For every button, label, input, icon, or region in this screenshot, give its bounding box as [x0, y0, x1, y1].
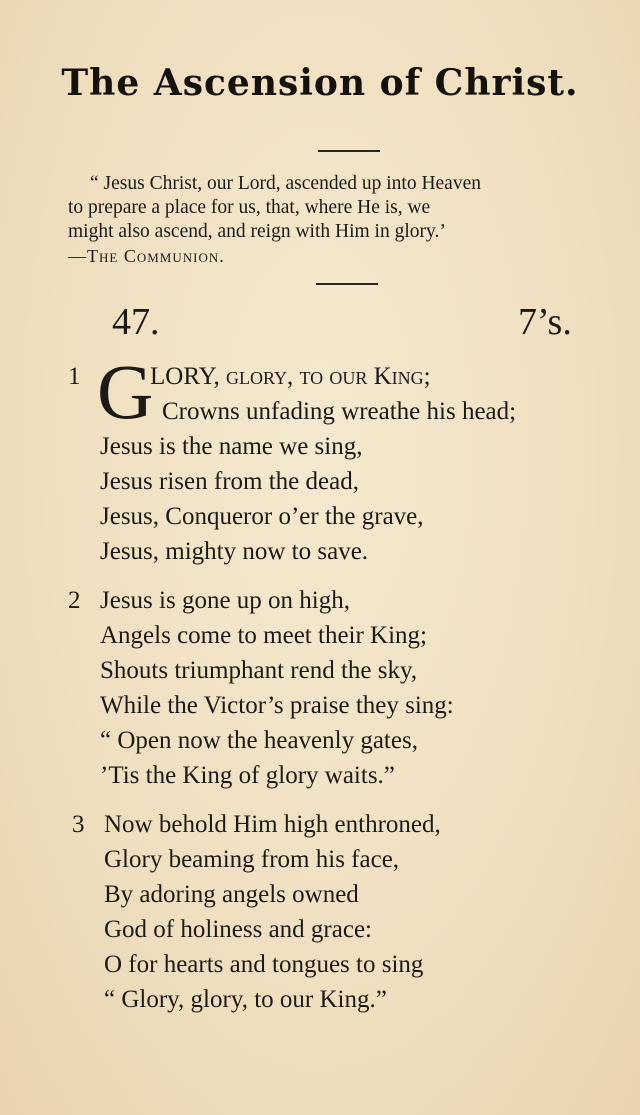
hymn-line: God of holiness and grace:: [104, 916, 372, 943]
stanza-number: 3: [72, 811, 85, 838]
hymn-line: “ Open now the heavenly gates,: [100, 727, 418, 754]
epigraph-source: —The Communion.: [68, 246, 225, 266]
hymn-line: Jesus is gone up on high,: [100, 587, 350, 614]
hymn-line: Now behold Him high enthroned,: [104, 811, 441, 838]
hymn-line: “ Glory, glory, to our King.”: [104, 986, 387, 1013]
hymn-line: LORY, glory, to our King;: [150, 363, 431, 390]
hymn-line: Glory beaming from his face,: [104, 846, 400, 873]
hymn-number: 47.: [112, 301, 160, 343]
stanza-number: 1: [68, 363, 81, 390]
hymn-line: Jesus, mighty now to save.: [100, 538, 369, 565]
page-title: The Ascension of Christ.: [61, 62, 579, 104]
epigraph-line: might also ascend, and reign with Him in glory.’: [68, 221, 446, 242]
hymn-line: Crowns unfading wreathe his head;: [162, 398, 517, 425]
hymn-line: Jesus, Conqueror o’er the grave,: [100, 503, 424, 530]
divider-rule: [316, 283, 378, 285]
epigraph-line: to prepare a place for us, that, where He is, we: [68, 197, 431, 218]
hymn-line: By adoring angels owned: [104, 881, 359, 908]
hymn-line: O for hearts and tongues to sing: [104, 951, 424, 978]
hymn-line: Angels come to meet their King;: [100, 622, 428, 649]
divider-rule: [318, 150, 380, 152]
epigraph-line: “ Jesus Christ, our Lord, ascended up into Heaven: [90, 173, 481, 194]
hymn-line: Jesus risen from the dead,: [100, 468, 359, 495]
drop-cap: G: [97, 348, 154, 435]
hymn-line: Jesus is the name we sing,: [100, 433, 363, 460]
hymn-line: ’Tis the King of glory waits.”: [100, 762, 395, 789]
hymn-line: While the Victor’s praise they sing:: [100, 692, 454, 719]
hymn-meter: 7’s.: [518, 301, 572, 343]
hymn-line: Shouts triumphant rend the sky,: [100, 657, 418, 684]
epigraph: [68, 172, 630, 268]
stanza-number: 2: [68, 587, 81, 614]
